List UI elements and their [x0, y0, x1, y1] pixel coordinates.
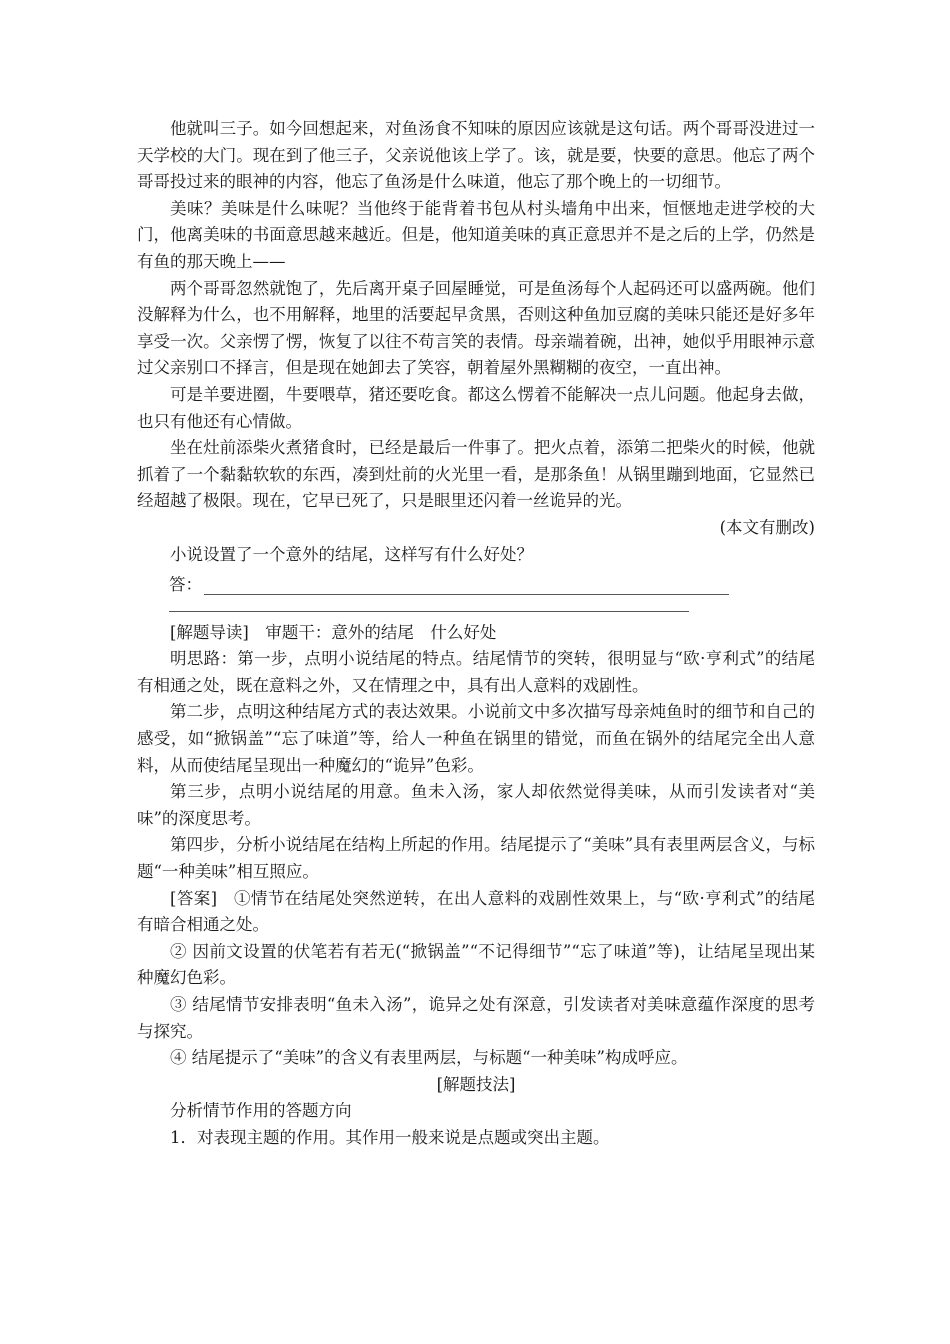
- guide-step-1: 明思路：第一步，点明小说结尾的特点。结尾情节的突转，很明显与“欧·亨利式”的结尾有相通之处，既在意料之外，又在情理之中，具有出人意料的戏剧性。: [137, 649, 815, 695]
- question-text: 小说设置了一个意外的结尾，这样写有什么好处？: [170, 544, 533, 564]
- answer-item-2: ② 因前文设置的伏笔若有若无(“掀锅盖”“不记得细节”“忘了味道”等)，让结尾呈现出某种魔幻色彩。: [137, 941, 815, 988]
- guide-step-4: 第四步，分析小说结尾在结构上所起的作用。结尾提示了“美味”具有表里两层含义，与标题“一种美味”相互照应。: [137, 835, 815, 882]
- source-note: (本文有删改): [719, 517, 815, 537]
- story-paragraph-3: 两个哥哥忽然就饱了，先后离开桌子回屋睡觉，可是鱼汤每个人起码还可以盛两碗。他们没解释为什么，也不用解释，地里的活要起早贪黑，否则这种鱼加豆腐的美味只能还是好多年享受一次。父亲愣了愣，恢复了以往不苟言笑的表情。母亲端着碗，出神，她似乎用眼神示意过父亲别口不择言，但是现在她卸去了笑容，朝着屋外黑糊糊的夜空，一直出神。: [137, 278, 815, 378]
- answer-underline-1: [204, 576, 729, 595]
- guide-step-2: 第二步，点明这种结尾方式的表达效果。小说前文中多次描写母亲炖鱼时的细节和自己的感受，如“掀锅盖”“忘了味道”等，给人一种鱼在锅里的错觉，而鱼在锅外的结尾完全出人意料，从而使结尾呈现出一种魔幻的“诡异”色彩。: [137, 702, 815, 775]
- answer-field[interactable]: [137, 568, 815, 595]
- technique-subtitle: 分析情节作用的答题方向: [170, 1101, 352, 1121]
- answer-item-4: ④ 结尾提示了“美味”的含义有表里两层，与标题“一种美味”构成呼应。: [170, 1048, 688, 1068]
- technique-item-1: 1．对表现主题的作用。其作用一般来说是点题或突出主题。: [170, 1127, 610, 1147]
- answer-line-1: [137, 886, 815, 939]
- story-paragraph-2: 美味？美味是什么味呢？当他终于能背着书包从村头墙角中出来，恒惬地走进学校的大门，他离美味的书面意思越来越近。但是，他知道美味的真正意思并不是之后的上学，仍然是有鱼的那天晚上——: [137, 198, 815, 271]
- answer-underline-2: [169, 595, 689, 612]
- guide-heading: [解题导读]: [170, 622, 249, 642]
- answer-label: 答：: [169, 574, 202, 594]
- answer-item-1: ①情节在结尾处突然逆转，在出人意料的戏剧性效果上，与“欧·亨利式”的结尾有暗合相通之处。: [137, 888, 815, 935]
- answer-heading: [答案]: [170, 888, 218, 908]
- guide-step-3: 第三步，点明小说结尾的用意。鱼未入汤，家人却依然觉得美味，从而引发读者对“美味”的深度思考。: [137, 782, 815, 828]
- technique-heading: [解题技法]: [436, 1074, 516, 1094]
- story-paragraph-5: 坐在灶前添柴火煮猪食时，已经是最后一件事了。把火点着，添第二把柴火的时候，他就抓着了一个黏黏软软的东西，凑到灶前的火光里一看，是那条鱼！从锅里蹦到地面，它显然已经超越了极限。现在，它早已死了，只是眼里还闪着一丝诡异的光。: [137, 438, 815, 511]
- story-paragraph-4: 可是羊要进圈，牛要喂草，猪还要吃食。都这么愣着不能解决一点儿问题。他起身去做，也只有他还有心情做。: [137, 384, 815, 431]
- guide-line: [137, 620, 815, 647]
- document-body: [137, 116, 815, 1152]
- story-paragraph-1: 他就叫三子。如今回想起来，对鱼汤食不知味的原因应该就是这句话。两个哥哥没进过一天学校的大门。现在到了他三子，父亲说他该上学了。该，就是要，快要的意思。他忘了两个哥哥投过来的眼神的内容，他忘了鱼汤是什么味道，他忘了那个晚上的一切细节。: [137, 119, 815, 192]
- guide-examine-2: 什么好处: [430, 622, 497, 642]
- answer-item-3: ③ 结尾情节安排表明“鱼未入汤”，诡异之处有深意，引发读者对美味意蕴作深度的思考与探究。: [137, 995, 815, 1041]
- guide-examine: 审题干：意外的结尾: [265, 622, 414, 642]
